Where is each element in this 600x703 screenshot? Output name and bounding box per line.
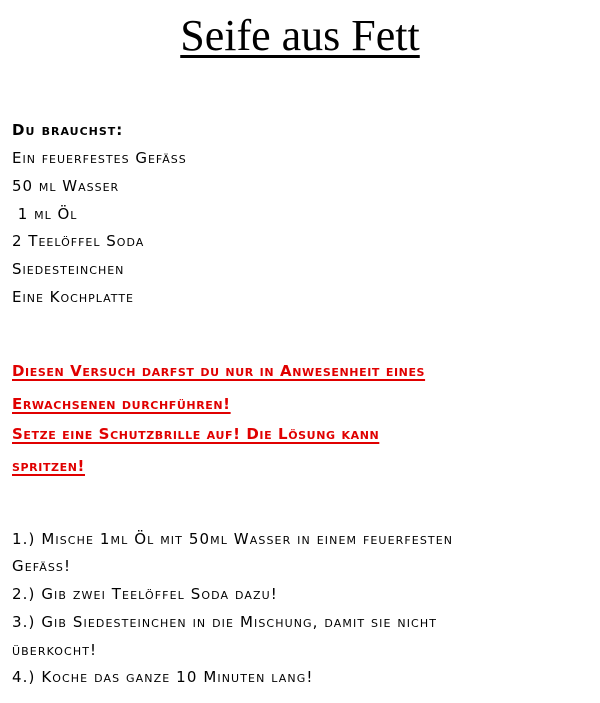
warning-line: spritzen! — [12, 457, 85, 475]
instruction-step-continued: Gefäss! — [12, 557, 72, 575]
instruction-step: 3.) Gib Siedesteinchen in die Mischung, damit sie nicht — [12, 613, 438, 631]
materials-heading: Du brauchst: — [12, 121, 124, 139]
instruction-step: 4.) Koche das ganze 10 Minuten lang! — [12, 668, 314, 686]
page-title: Seife aus Fett — [180, 11, 420, 60]
warning-line: Setze eine Schutzbrille auf! Die Lösung kann — [12, 425, 380, 443]
warning-line: Erwachsenen durchführen! — [12, 395, 231, 413]
material-item: Ein feuerfestes Gefäss — [12, 149, 187, 167]
instruction-step-continued: überkocht! — [12, 641, 98, 659]
material-item: 50 ml Wasser — [12, 177, 120, 195]
instruction-step: 2.) Gib zwei Teelöffel Soda dazu! — [12, 585, 278, 603]
instruction-step: 1.) Mische 1ml Öl mit 50ml Wasser in einem feuerfesten — [12, 530, 454, 548]
warning-line: Diesen Versuch darfst du nur in Anwesenheit eines — [12, 362, 426, 380]
material-item: Siedesteinchen — [12, 260, 125, 278]
material-item: Eine Kochplatte — [12, 288, 134, 306]
material-item: 1 ml Öl — [12, 205, 78, 223]
material-item: 2 Teelöffel Soda — [12, 232, 145, 250]
